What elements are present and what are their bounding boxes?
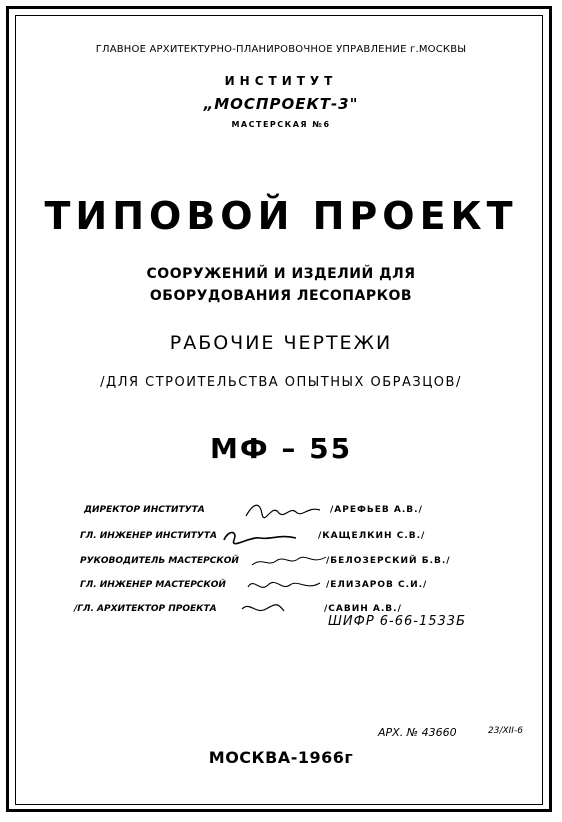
subtitle-line-2: ОБОРУДОВАНИЯ ЛЕСОПАРКОВ: [149, 288, 413, 304]
subtitle-line-1: СООРУЖЕНИЙ И ИЗДЕЛИЙ ДЛЯ: [146, 266, 416, 282]
inner-border: [15, 15, 543, 805]
project-code: МФ – 55: [209, 432, 353, 465]
handwritten-signature: [250, 551, 328, 571]
signature-title: /ГЛ. АРХИТЕКТОР ПРОЕКТА: [74, 604, 217, 614]
signature-name: /АРЕФЬЕВ А.В./: [330, 505, 423, 515]
purpose-line: /ДЛЯ СТРОИТЕЛЬСТВА ОПЫТНЫХ ОБРАЗЦОВ/: [100, 375, 462, 390]
signature-title: РУКОВОДИТЕЛЬ МАСТЕРСКОЙ: [80, 556, 239, 566]
drawings-type: РАБОЧИЕ ЧЕРТЕЖИ: [169, 332, 393, 354]
handwritten-signature: [244, 500, 322, 520]
archive-number: АРХ. № 43660: [378, 726, 457, 739]
signature-title: ДИРЕКТОР ИНСТИТУТА: [84, 505, 205, 515]
archive-date: 23/XII-6: [488, 726, 523, 736]
handwritten-signature: [220, 526, 298, 546]
signature-name: /КАЩЕЛКИН С.В./: [318, 531, 426, 541]
signature-name: /САВИН А.В./: [324, 604, 402, 614]
signature-row-chief-engineer-workshop: [80, 577, 460, 595]
signature-row-chief-engineer-institute: [80, 528, 460, 546]
signature-row-workshop-head: [80, 553, 460, 571]
city-year: МОСКВА-1966г: [208, 748, 354, 767]
handwritten-signature: [246, 575, 324, 595]
signature-row-director: [84, 502, 464, 520]
signature-title: ГЛ. ИНЖЕНЕР ИНСТИТУТА: [80, 531, 217, 541]
project-cipher: ШИФР 6-66-1533Б: [328, 614, 466, 629]
institute-label: ИНСТИТУТ: [224, 74, 338, 88]
handwritten-signature: [238, 599, 316, 619]
signature-name: /БЕЛОЗЕРСКИЙ Б.В./: [326, 556, 451, 566]
signature-title: ГЛ. ИНЖЕНЕР МАСТЕРСКОЙ: [80, 580, 226, 590]
ministry-header: ГЛАВНОЕ АРХИТЕКТУРНО-ПЛАНИРОВОЧНОЕ УПРАВЛЕНИЕ г.МОСКВЫ: [95, 44, 467, 55]
workshop-label: МАСТЕРСКАЯ №6: [231, 120, 331, 129]
signature-name: /ЕЛИЗАРОВ С.И./: [326, 580, 428, 590]
document-title: ТИПОВОЙ ПРОЕКТ: [44, 194, 518, 238]
organization-name: „МОСПРОЕКТ-3": [203, 95, 359, 113]
